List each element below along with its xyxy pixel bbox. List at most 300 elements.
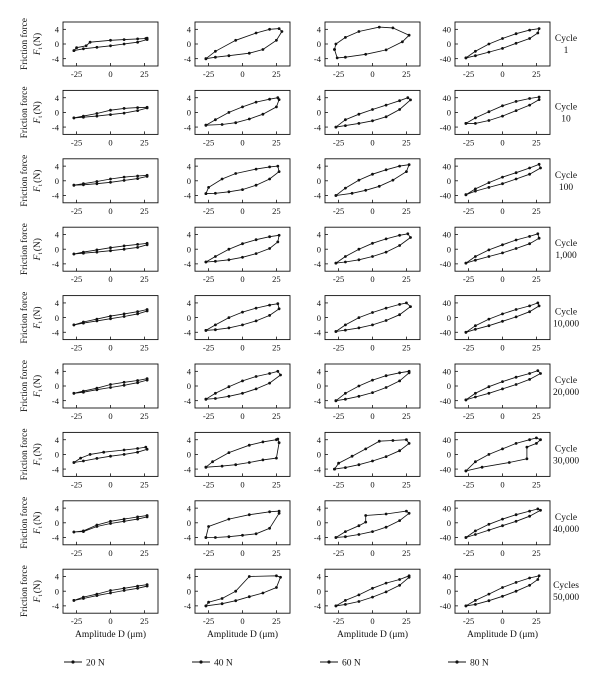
data-point xyxy=(109,522,112,525)
y-tick-label: 0 xyxy=(446,586,451,597)
loop-panel xyxy=(52,501,158,558)
y-tick-label: -40 xyxy=(439,122,451,133)
data-point xyxy=(539,509,542,512)
data-point xyxy=(205,261,208,264)
data-point xyxy=(408,163,411,166)
data-point xyxy=(371,173,374,176)
data-point xyxy=(539,438,542,441)
data-point xyxy=(102,451,105,454)
loop-panel xyxy=(440,364,550,421)
x-tick-label: 0 xyxy=(108,411,113,421)
axes-frame xyxy=(195,159,290,203)
x-tick-label: 25 xyxy=(272,342,281,353)
x-tick-label: 0 xyxy=(370,547,375,558)
data-point xyxy=(136,109,139,112)
data-point xyxy=(234,121,237,124)
data-point xyxy=(488,599,491,602)
data-point xyxy=(398,303,401,306)
panel-row xyxy=(52,501,550,558)
cycle-label: Cycle xyxy=(554,34,578,44)
data-point xyxy=(358,533,361,536)
y-tick-label: 0 xyxy=(186,586,191,597)
data-point xyxy=(75,46,78,49)
loop-panel xyxy=(52,569,158,626)
y-axis-label xyxy=(19,565,30,617)
data-point xyxy=(96,112,99,115)
data-point xyxy=(146,448,149,451)
data-point xyxy=(405,302,408,305)
x-tick-label: -25 xyxy=(462,274,475,285)
y-axis-label xyxy=(19,360,30,412)
y-axis-symbol-f: F xyxy=(33,459,43,466)
loop-panel xyxy=(314,227,420,284)
y-tick-label: -40 xyxy=(439,190,451,201)
data-point xyxy=(335,330,338,333)
y-tick-label: 0 xyxy=(316,244,321,255)
x-tick-label: -25 xyxy=(332,274,345,285)
data-point xyxy=(385,168,388,171)
y-tick-label: 0 xyxy=(186,107,191,118)
data-point xyxy=(405,510,408,513)
data-point xyxy=(146,379,149,382)
y-tick-label: 0 xyxy=(316,39,321,50)
y-tick-label: 4 xyxy=(316,161,321,172)
y-axis-label-text: Friction force xyxy=(20,86,30,139)
data-point xyxy=(371,108,374,111)
data-point xyxy=(255,388,258,391)
data-point xyxy=(73,599,76,602)
y-axis-symbol-sub: t xyxy=(37,457,44,460)
x-tick-label: 25 xyxy=(532,274,541,285)
y-tick-label: 4 xyxy=(186,503,191,514)
data-point xyxy=(248,461,251,464)
x-tick-label: 0 xyxy=(108,69,113,79)
y-tick-label: 40 xyxy=(442,571,451,582)
data-point xyxy=(501,243,504,246)
data-point xyxy=(214,255,217,258)
y-axis-label xyxy=(19,18,30,70)
y-axis-label xyxy=(19,428,30,480)
data-point xyxy=(214,397,217,400)
y-tick-label: 4 xyxy=(54,24,59,35)
data-point xyxy=(123,43,126,46)
loop-line xyxy=(466,509,541,538)
y-tick-label: -4 xyxy=(51,259,59,270)
y-axis-unit: (N) xyxy=(33,580,43,594)
y-tick-label: 40 xyxy=(442,503,451,514)
y-tick-label: 0 xyxy=(446,176,451,186)
data-point xyxy=(474,255,477,258)
data-point xyxy=(351,192,354,195)
data-point xyxy=(136,243,139,246)
data-point xyxy=(474,324,477,327)
y-tick-label: 4 xyxy=(186,92,191,103)
x-tick-label: -25 xyxy=(70,547,83,558)
data-point xyxy=(405,438,408,441)
data-point xyxy=(234,172,237,175)
y-tick-label: -40 xyxy=(439,259,451,270)
data-point xyxy=(474,117,477,120)
data-point xyxy=(474,460,477,463)
loop-panel xyxy=(184,432,290,489)
data-point xyxy=(262,113,265,116)
data-point xyxy=(96,320,99,323)
data-point xyxy=(96,388,99,391)
y-axis-unit: (N) xyxy=(33,443,43,457)
data-point xyxy=(82,460,85,463)
x-tick-label: 25 xyxy=(532,547,541,558)
data-point xyxy=(123,313,126,316)
data-point xyxy=(228,518,231,521)
cycle-label: Cycle xyxy=(554,170,578,181)
axes-frame xyxy=(455,22,550,66)
loop-line xyxy=(466,97,539,123)
x-tick-label: -25 xyxy=(202,411,215,421)
y-tick-label: 4 xyxy=(54,92,59,103)
legend-marker xyxy=(327,660,330,663)
legend-item xyxy=(64,658,105,668)
data-point xyxy=(214,324,217,327)
data-point xyxy=(358,122,361,125)
data-point xyxy=(528,235,531,238)
data-point xyxy=(371,324,374,327)
data-point xyxy=(474,530,477,533)
data-point xyxy=(146,585,149,588)
data-point xyxy=(241,256,244,259)
data-point xyxy=(335,43,338,46)
data-point xyxy=(268,304,271,307)
loop-panel xyxy=(52,90,158,147)
x-tick-label: -25 xyxy=(462,479,475,490)
data-point xyxy=(268,510,271,513)
data-point xyxy=(378,185,381,188)
x-tick-label: 0 xyxy=(370,411,375,421)
data-point xyxy=(501,388,504,391)
axes-frame xyxy=(63,227,158,271)
x-tick-label: -25 xyxy=(332,547,345,558)
data-point xyxy=(109,315,112,318)
loop-panel xyxy=(440,432,550,489)
y-tick-label: 4 xyxy=(54,229,59,240)
data-point xyxy=(538,305,541,308)
data-point xyxy=(136,447,139,450)
x-tick-label: 25 xyxy=(532,479,541,490)
legend-marker xyxy=(199,660,202,663)
data-point xyxy=(136,451,139,454)
data-point xyxy=(501,448,504,451)
data-point xyxy=(255,184,258,187)
data-point xyxy=(344,599,347,602)
y-axis-symbol-f: F xyxy=(33,49,43,56)
x-tick-label: -25 xyxy=(70,479,83,490)
x-tick-label: -25 xyxy=(70,616,83,627)
x-tick-label: 25 xyxy=(272,479,281,490)
legend-label: 60 N xyxy=(342,658,361,669)
data-point xyxy=(481,466,484,469)
data-point xyxy=(358,316,361,319)
data-point xyxy=(488,324,491,327)
data-point xyxy=(501,313,504,316)
y-tick-label: -40 xyxy=(439,532,451,543)
data-point xyxy=(528,37,531,40)
data-point xyxy=(528,515,531,518)
data-point xyxy=(528,378,531,381)
data-point xyxy=(528,167,531,170)
data-point xyxy=(401,40,404,43)
data-point xyxy=(528,372,531,375)
data-point xyxy=(262,592,265,595)
data-point xyxy=(146,38,149,41)
y-tick-label: -40 xyxy=(439,53,451,64)
loop-panel xyxy=(314,501,420,558)
y-tick-label: -4 xyxy=(51,122,59,133)
y-tick-label: 4 xyxy=(186,161,191,172)
legend-marker xyxy=(71,660,74,663)
loop-panel xyxy=(52,296,158,353)
y-tick-label: -4 xyxy=(183,122,191,133)
loop-line xyxy=(466,576,539,606)
data-point xyxy=(82,47,85,50)
x-tick-label: 0 xyxy=(108,274,113,285)
data-point xyxy=(335,605,338,608)
loop-line xyxy=(206,439,279,467)
data-point xyxy=(358,524,361,527)
y-tick-label: 4 xyxy=(54,161,59,172)
data-point xyxy=(474,328,477,331)
data-point xyxy=(408,576,411,579)
y-tick-label: -4 xyxy=(51,190,59,201)
data-point xyxy=(408,371,411,374)
y-tick-label: 4 xyxy=(54,571,59,582)
axes-frame xyxy=(63,364,158,408)
data-point xyxy=(279,374,282,377)
data-point xyxy=(136,175,139,178)
y-axis-symbol-sub: t xyxy=(37,526,44,529)
y-tick-label: 4 xyxy=(186,24,191,35)
data-point xyxy=(146,175,149,178)
y-axis-symbol xyxy=(32,443,44,466)
data-point xyxy=(205,466,208,469)
loop-line xyxy=(336,371,409,400)
data-point xyxy=(465,262,468,265)
data-point xyxy=(278,170,281,173)
data-point xyxy=(136,41,139,44)
data-point xyxy=(398,380,401,383)
data-point xyxy=(275,586,278,589)
x-tick-label: -25 xyxy=(70,411,83,421)
y-tick-label: 0 xyxy=(316,449,321,460)
loop-panel xyxy=(314,159,420,216)
y-tick-label: 0 xyxy=(446,449,451,460)
y-tick-label: 0 xyxy=(54,244,59,255)
axes-frame xyxy=(325,364,420,408)
data-point xyxy=(248,595,251,598)
x-tick-label: -25 xyxy=(202,205,215,216)
data-point xyxy=(278,98,281,101)
x-tick-label: 25 xyxy=(402,274,411,285)
loop-panel xyxy=(184,159,290,216)
x-tick-label: -25 xyxy=(462,137,475,148)
x-tick-label: 25 xyxy=(272,274,281,285)
data-point xyxy=(278,512,281,515)
data-point xyxy=(278,27,281,30)
data-point xyxy=(123,248,126,251)
y-axis-label xyxy=(19,155,30,207)
data-point xyxy=(465,331,468,334)
data-point xyxy=(123,381,126,384)
y-axis-symbol-sub: t xyxy=(37,321,44,323)
data-point xyxy=(528,438,531,441)
data-point xyxy=(109,317,112,320)
loop-line xyxy=(336,234,411,263)
data-point xyxy=(528,29,531,32)
y-tick-label: 40 xyxy=(442,298,451,309)
loop-panel xyxy=(52,159,158,216)
axes-frame xyxy=(195,296,290,340)
data-point xyxy=(255,532,258,535)
y-tick-label: 4 xyxy=(316,571,321,582)
data-point xyxy=(538,96,541,99)
data-point xyxy=(262,48,265,51)
x-tick-label: 0 xyxy=(240,342,245,353)
data-point xyxy=(262,441,265,444)
data-point xyxy=(488,181,491,184)
x-tick-label: 25 xyxy=(532,137,541,148)
loop-line xyxy=(466,303,539,332)
data-point xyxy=(392,179,395,182)
data-point xyxy=(228,258,231,261)
data-point xyxy=(82,183,85,186)
data-point xyxy=(89,41,92,44)
x-tick-label: -25 xyxy=(202,69,215,79)
y-tick-label: 0 xyxy=(316,107,321,118)
data-point xyxy=(488,523,491,526)
data-point xyxy=(255,238,258,241)
y-tick-label: -4 xyxy=(51,601,59,612)
y-tick-label: 4 xyxy=(316,503,321,514)
data-point xyxy=(538,98,541,101)
data-point xyxy=(501,320,504,323)
cycle-label: 40,000 xyxy=(552,524,580,535)
loop-panel xyxy=(314,22,420,79)
data-point xyxy=(515,316,518,319)
data-point xyxy=(536,508,539,511)
axes-frame xyxy=(325,501,420,545)
axes-frame xyxy=(325,90,420,134)
panel-row xyxy=(52,22,550,79)
data-point xyxy=(474,396,477,399)
data-point xyxy=(268,314,271,317)
y-axis-symbol xyxy=(32,580,44,603)
y-tick-label: -4 xyxy=(183,259,191,270)
x-tick-label: 0 xyxy=(370,205,375,216)
x-tick-label: 0 xyxy=(370,616,375,627)
x-tick-label: -25 xyxy=(462,616,475,627)
data-point xyxy=(344,124,347,127)
data-point xyxy=(241,106,244,109)
data-point xyxy=(337,462,340,465)
y-axis-symbol-sub: t xyxy=(37,252,44,255)
data-point xyxy=(344,118,347,121)
data-point xyxy=(538,574,541,577)
y-tick-label: 0 xyxy=(186,381,191,392)
axes-frame xyxy=(455,569,550,613)
data-point xyxy=(488,392,491,395)
cycle-label: 50,000 xyxy=(552,593,580,604)
data-point xyxy=(409,305,412,308)
data-point xyxy=(79,457,82,460)
y-axis-symbol-sub: t xyxy=(37,389,44,392)
y-axis-symbol-sub: t xyxy=(37,115,44,118)
data-point xyxy=(109,44,112,47)
data-point xyxy=(241,392,244,395)
data-point xyxy=(123,449,126,452)
y-axis-label-text: Friction force xyxy=(20,18,30,70)
data-point xyxy=(234,590,237,593)
data-point xyxy=(268,247,271,250)
data-point xyxy=(73,324,76,327)
data-point xyxy=(268,372,271,375)
data-point xyxy=(281,30,284,33)
loop-line xyxy=(336,511,409,537)
x-tick-label: -25 xyxy=(70,342,83,353)
data-point xyxy=(136,587,139,590)
data-point xyxy=(358,395,361,398)
panels-layer xyxy=(52,22,550,626)
data-point xyxy=(385,374,388,377)
y-axis-label xyxy=(19,292,30,344)
data-point xyxy=(211,460,214,463)
y-tick-label: 4 xyxy=(54,298,59,309)
data-point xyxy=(515,308,518,311)
loop-panel xyxy=(52,364,158,421)
data-point xyxy=(214,118,217,121)
data-point xyxy=(378,26,381,29)
data-point xyxy=(214,192,217,195)
data-point xyxy=(515,42,518,45)
data-point xyxy=(96,594,99,597)
x-tick-label: 25 xyxy=(402,69,411,79)
x-tick-label: 0 xyxy=(500,547,505,558)
data-point xyxy=(255,320,258,323)
data-point xyxy=(474,122,477,125)
x-tick-label: -25 xyxy=(332,479,345,490)
x-tick-label: 0 xyxy=(240,137,245,148)
axes-frame xyxy=(63,432,158,476)
data-point xyxy=(248,513,251,516)
x-tick-label: 25 xyxy=(402,205,411,216)
axes-frame xyxy=(455,90,550,134)
legend-item xyxy=(448,658,489,668)
y-tick-label: -4 xyxy=(313,122,321,133)
x-tick-label: 25 xyxy=(272,69,281,79)
data-point xyxy=(85,44,88,47)
legend-label: 40 N xyxy=(214,658,233,669)
y-tick-label: 0 xyxy=(54,518,59,528)
data-point xyxy=(515,109,518,112)
data-point xyxy=(344,329,347,332)
cycle-label: Cycle xyxy=(554,307,578,318)
y-tick-label: 0 xyxy=(186,312,191,323)
loop-line xyxy=(335,27,410,58)
data-point xyxy=(96,46,99,49)
x-tick-label: 0 xyxy=(500,411,505,421)
x-tick-label: 25 xyxy=(402,411,411,421)
data-point xyxy=(96,251,99,254)
data-point xyxy=(262,459,265,462)
axes-frame xyxy=(195,501,290,545)
x-axis-label: Amplitude D (μm) xyxy=(336,630,409,641)
